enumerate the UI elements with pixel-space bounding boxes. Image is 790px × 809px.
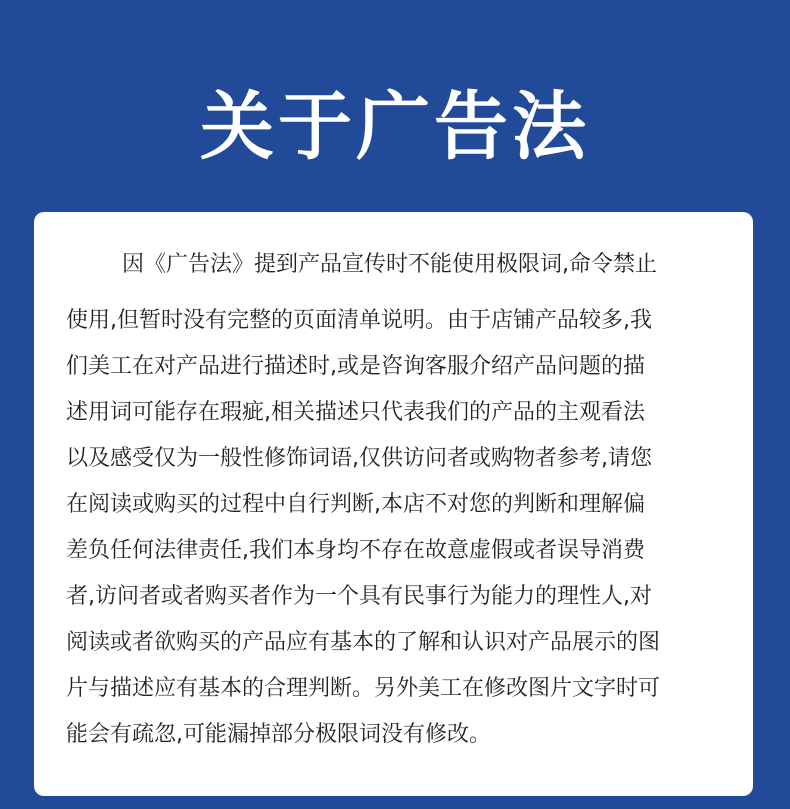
body-line-3: 们美工在对产品进行描述时,或是咨询客服介绍产品问题的描 <box>66 354 645 379</box>
body-line-9: 阅读或者欲购买的产品应有基本的了解和认识对产品展示的图 <box>66 630 661 655</box>
body-line-4: 述用词可能存在瑕疵,相关描述只代表我们的产品的主观看法 <box>66 400 645 425</box>
body-line-11: 能会有疏忽,可能漏掉部分极限词没有修改。 <box>66 722 491 747</box>
notice-card <box>34 212 753 796</box>
body-line-2: 使用,但暂时没有完整的页面清单说明。由于店铺产品较多,我 <box>66 308 652 333</box>
page-title: 关于广告法 <box>200 84 590 170</box>
body-line-7: 差负任何法律责任,我们本身均不存在故意虚假或者误导消费 <box>66 538 645 563</box>
body-line-5: 以及感受仅为一般性修饰词语,仅供访问者或购物者参考,请您 <box>66 446 652 471</box>
body-line-6: 在阅读或购买的过程中自行判断,本店不对您的判断和理解偏 <box>66 492 645 517</box>
body-line-10: 片与描述应有基本的合理判断。另外美工在修改图片文字时可 <box>66 676 661 701</box>
body-line-1: 因《广告法》提到产品宣传时不能使用极限词,命令禁止 <box>122 252 657 277</box>
body-line-8: 者,访问者或者购买者作为一个具有民事行为能力的理性人,对 <box>66 584 652 609</box>
